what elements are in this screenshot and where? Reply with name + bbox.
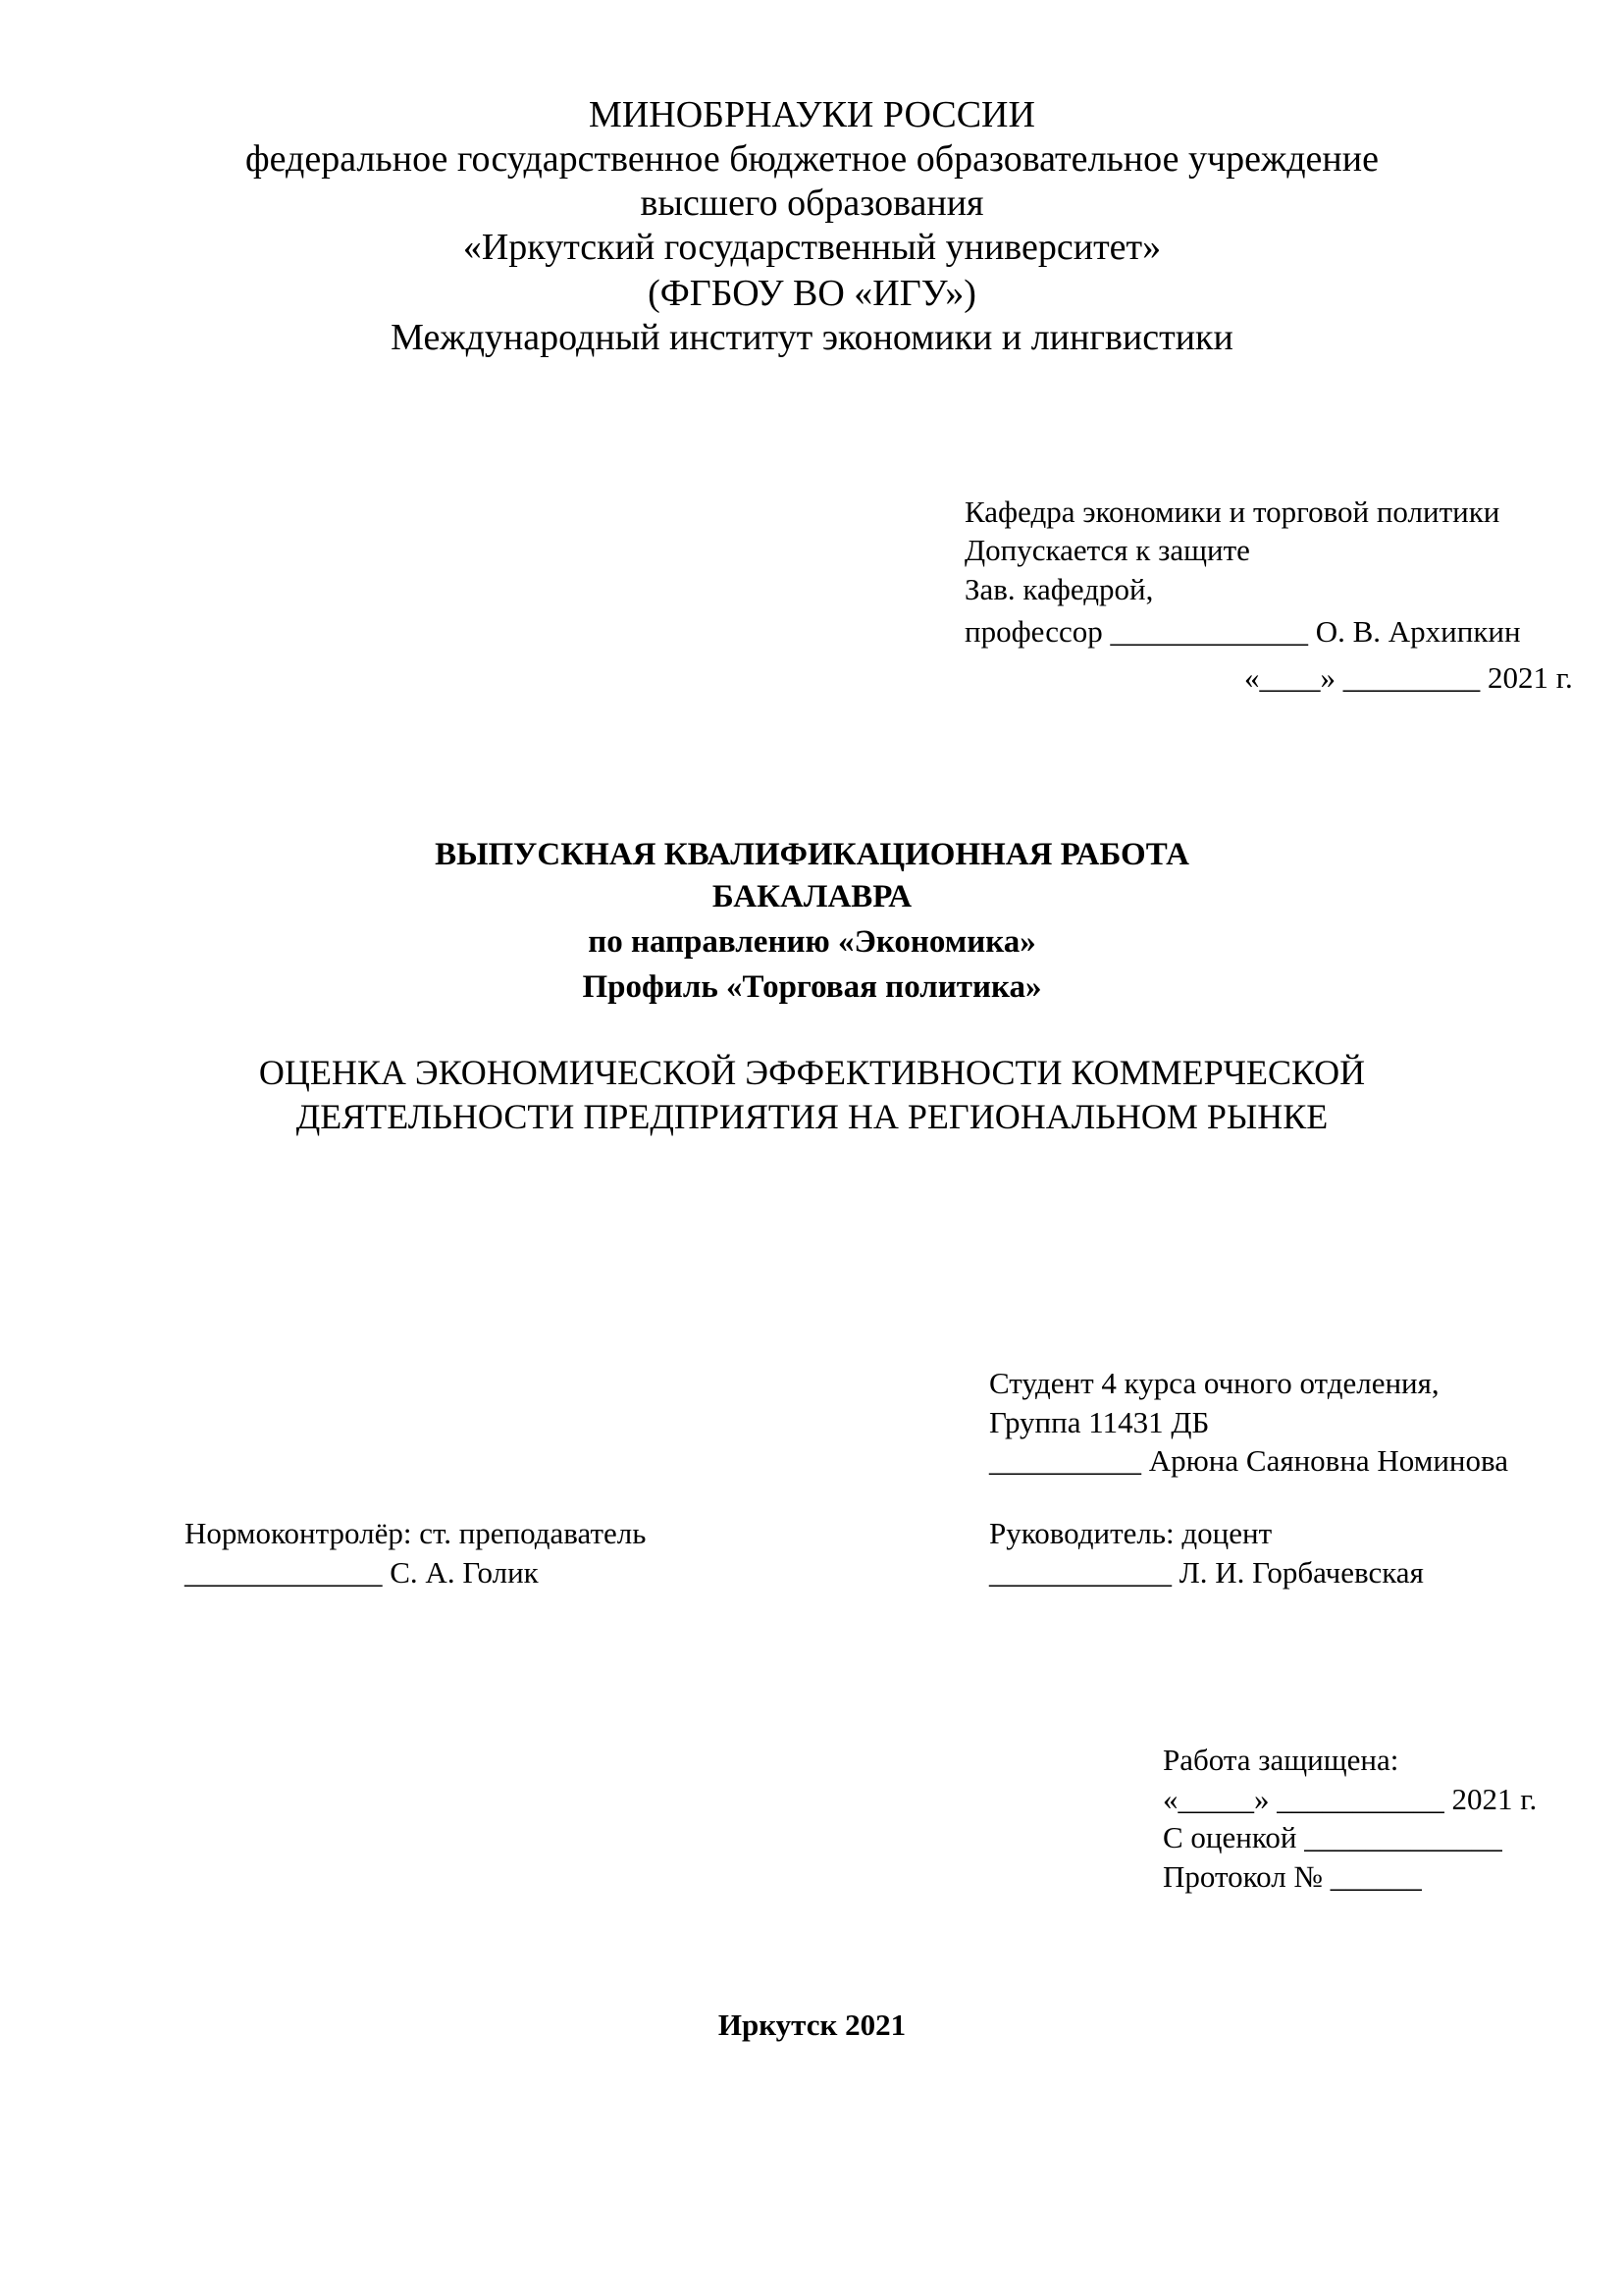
defense-date-line: «_____» ___________ 2021 г. [1163, 1782, 1538, 1816]
department-line: Кафедра экономики и торговой политики [965, 495, 1500, 529]
supervisor-name-line: ____________ Л. И. Горбачевская [989, 1555, 1424, 1590]
protocol-line: Протокол № ______ [1163, 1859, 1422, 1894]
direction-line: по направлению «Экономика» [588, 924, 1036, 960]
education-level-line: высшего образования [640, 183, 984, 224]
work-title-line2: ДЕЯТЕЛЬНОСТИ ПРЕДПРИЯТИЯ НА РЕГИОНАЛЬНОМ РЫНКЕ [295, 1097, 1329, 1136]
profile-line: Профиль «Торговая политика» [582, 969, 1042, 1005]
institute-line: Международный институт экономики и лингвистики [391, 317, 1233, 358]
normcontrol-name-line: _____________ С. А. Голик [184, 1555, 539, 1590]
defended-line: Работа защищена: [1163, 1743, 1399, 1777]
professor-signature-line: профессор _____________ О. В. Архипкин [965, 614, 1521, 649]
approval-date-line: «____» _________ 2021 г. [1244, 660, 1573, 695]
work-type-line1: ВЫПУСКНАЯ КВАЛИФИКАЦИОННАЯ РАБОТА [435, 837, 1189, 872]
city-year-line: Иркутск 2021 [717, 2008, 907, 2042]
work-type-line2: БАКАЛАВРА [711, 879, 913, 914]
supervisor-role-line: Руководитель: доцент [989, 1516, 1273, 1550]
institution-type-line: федеральное государственное бюджетное образовательное учреждение [245, 138, 1379, 180]
grade-line: С оценкой _____________ [1163, 1820, 1502, 1854]
head-line: Зав. кафедрой, [965, 572, 1154, 606]
normcontrol-role-line: Нормоконтролёр: ст. преподаватель [184, 1516, 647, 1550]
student-name-line: __________ Арюна Саяновна Номинова [989, 1443, 1508, 1478]
student-course-line: Студент 4 курса очного отделения, [989, 1366, 1440, 1400]
ministry-line: МИНОБРНАУКИ РОССИИ [589, 94, 1035, 135]
university-line: «Иркутский государственный университет» [462, 227, 1162, 268]
student-group-line: Группа 11431 ДБ [989, 1405, 1210, 1439]
abbreviation-line: (ФГБОУ ВО «ИГУ») [648, 273, 976, 314]
work-title-line1: ОЦЕНКА ЭКОНОМИЧЕСКОЙ ЭФФЕКТИВНОСТИ КОММЕРЧЕСКОЙ [258, 1053, 1366, 1092]
admitted-line: Допускается к защите [965, 533, 1250, 567]
